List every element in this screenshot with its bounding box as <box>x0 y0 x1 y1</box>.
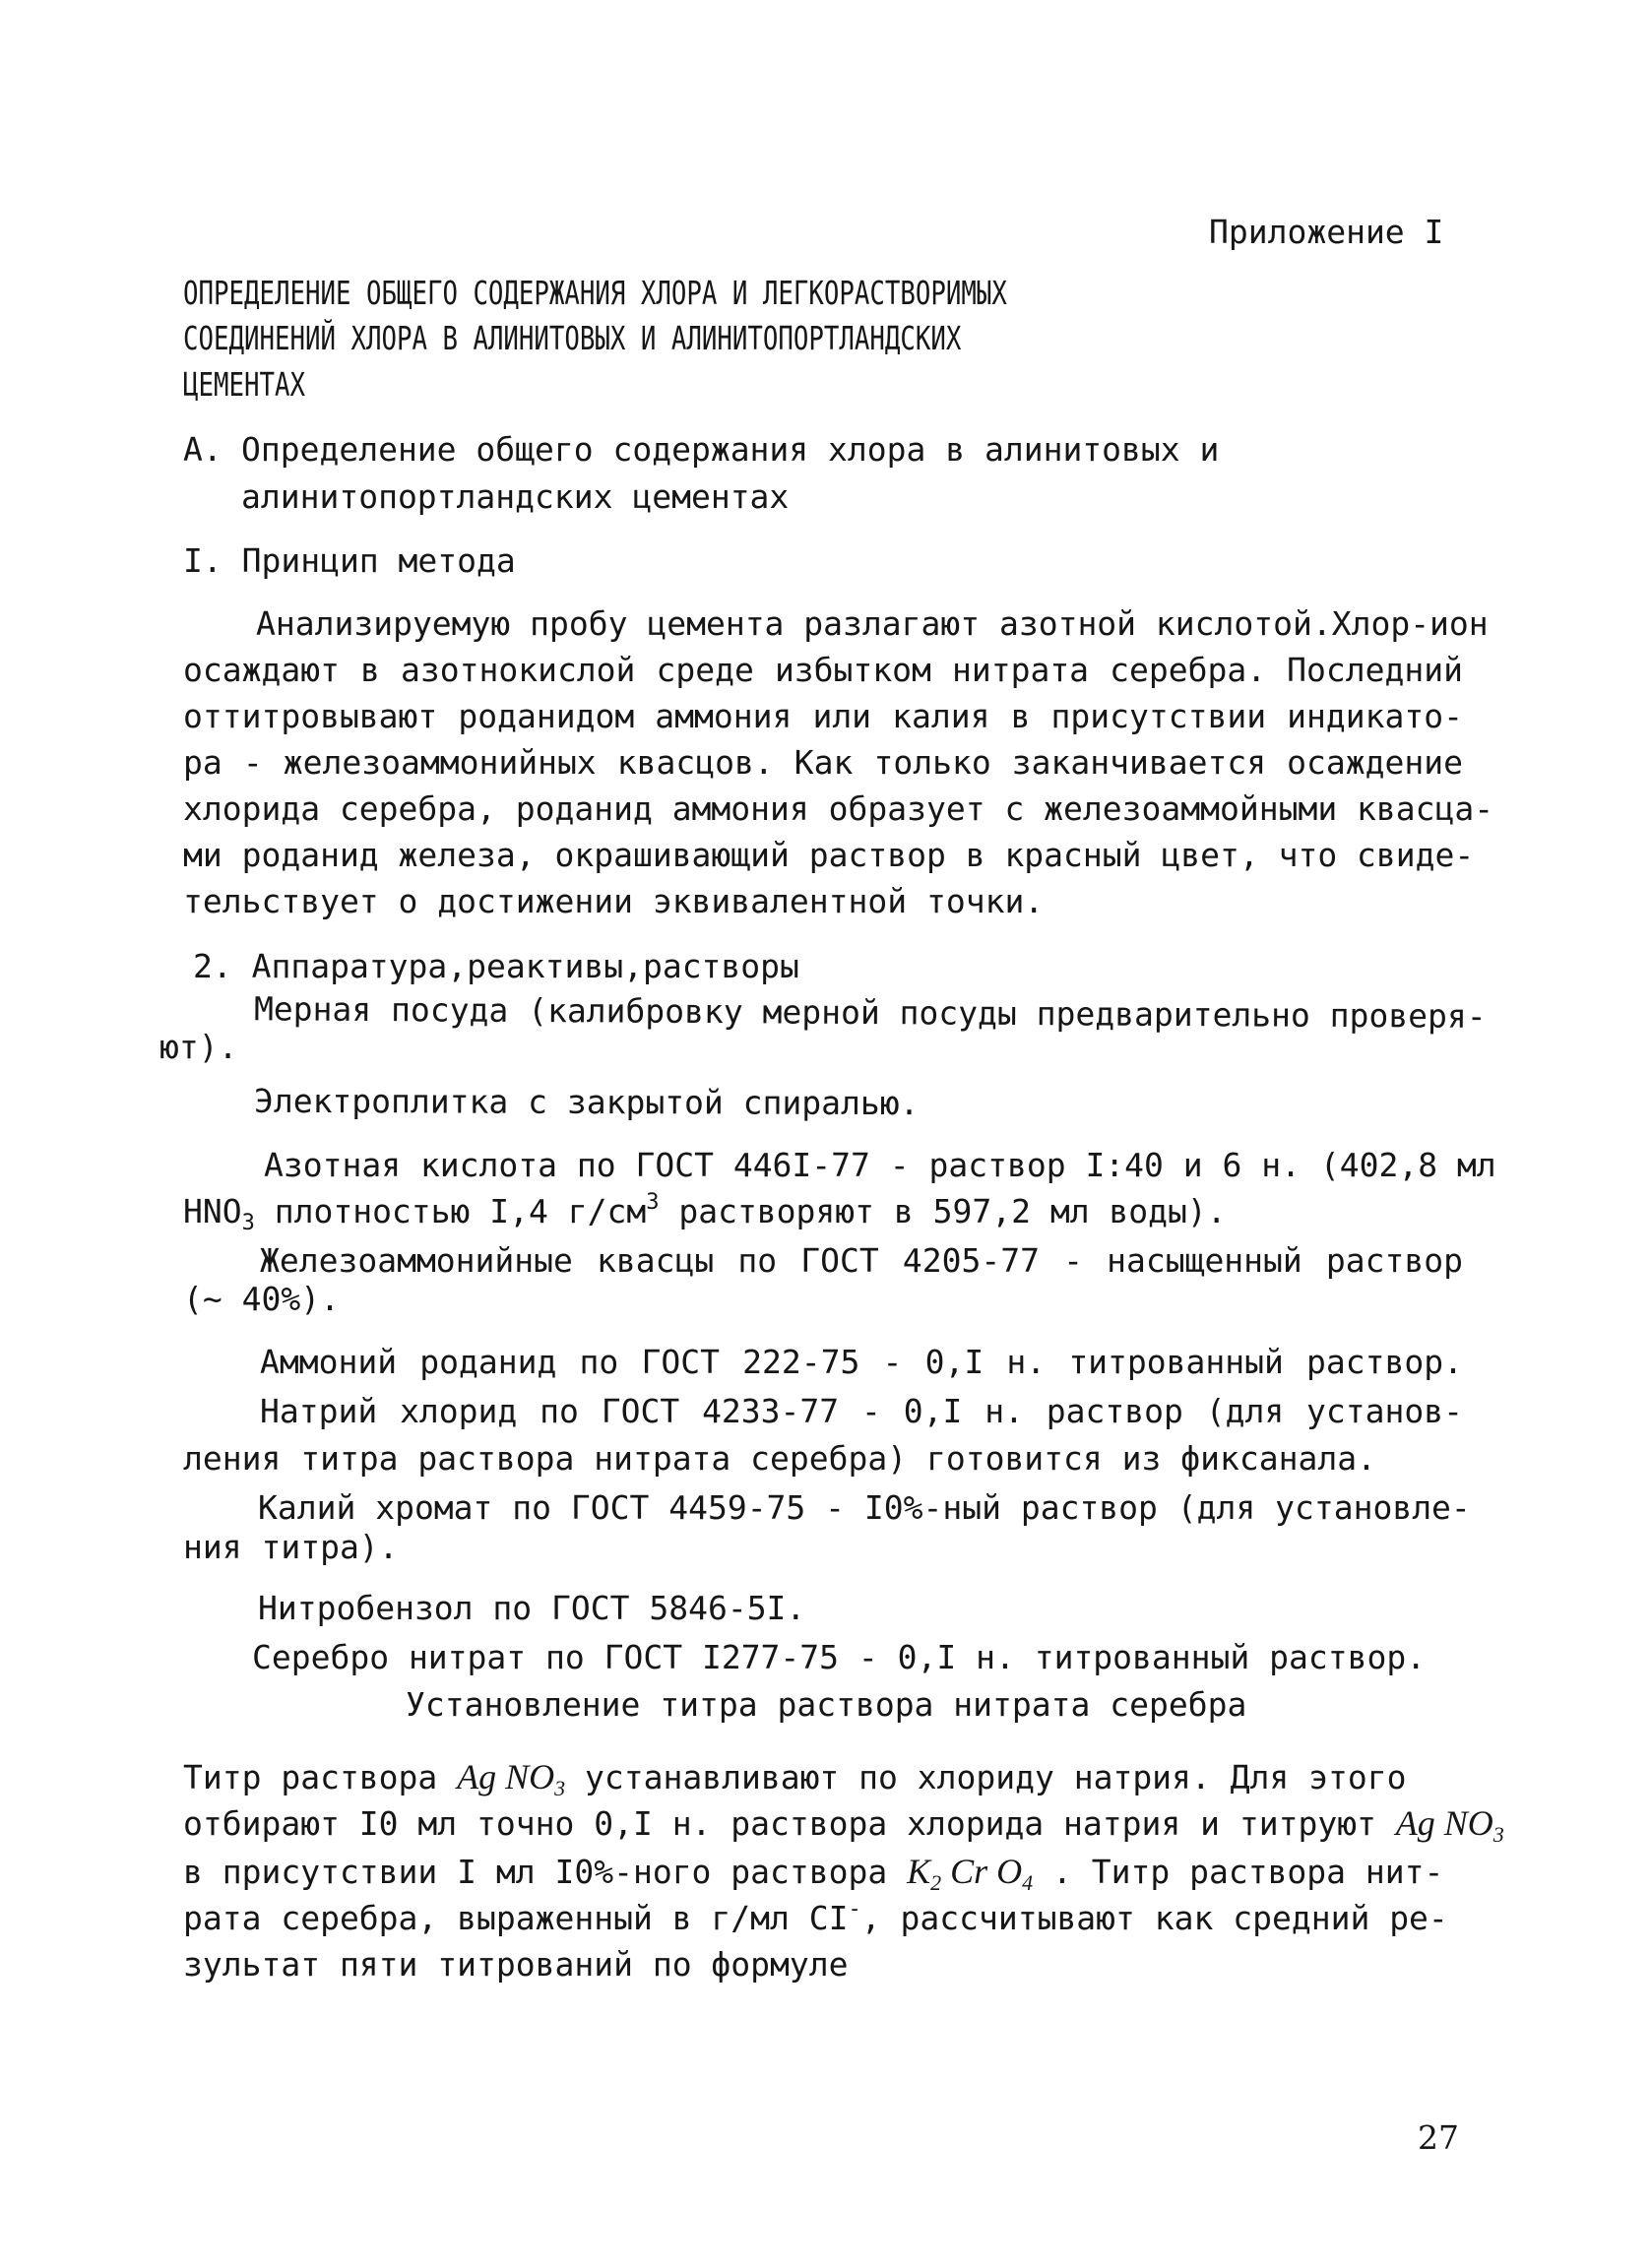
thiocyanate-line: Аммоний роданид по ГОСТ 222-75 - 0,I н. титрованный раствор. <box>260 1343 1463 1381</box>
principle-line-6: ми роданид железа, окрашивающий раствор в красный цвет, что свиде- <box>183 836 1475 874</box>
title-line-3: ЦЕМЕНТАХ <box>183 365 305 404</box>
section-2-heading: 2. Аппаратура,реактивы,растворы <box>193 947 799 985</box>
nitrobenzene-line: Нитробензол по ГОСТ 5846-5I. <box>258 1589 806 1627</box>
titer-line-4 <box>183 1895 1448 1941</box>
titer-heading: Установление титра раствора нитрата серебра <box>406 1685 1247 1724</box>
principle-line-2: осаждают в азотнокислой среде избытком нитрата серебра. Последний <box>183 651 1463 689</box>
titer-line-3 <box>183 1849 1443 1895</box>
titer-line-4-start: рата серебра, выраженный в г/мл CI <box>183 1899 849 1937</box>
alum-line-1: Железоаммонийные квасцы по ГОСТ 4205-77 - насыщенный раствор <box>260 1241 1463 1280</box>
title-line-1: ОПРЕДЕЛЕНИЕ ОБЩЕГО СОДЕРЖАНИЯ ХЛОРА И ЛЕГКОРАСТВОРИМЫХ <box>183 274 1007 312</box>
principle-line-7: тельствует о достижении эквивалентной точки. <box>183 882 1045 920</box>
titer-line-3-end: . Титр раствора нит- <box>1033 1853 1444 1891</box>
hotplate-line: Электроплитка с закрытой спиралью. <box>253 1081 920 1123</box>
nitric-formula: HNO <box>183 1192 242 1230</box>
titer-line-3-start: в присутствии I мл I0%-ного раствора <box>183 1853 908 1891</box>
principle-line-5: хлорида серебра, роданид аммония образует с железоаммойными квасца- <box>183 789 1494 828</box>
titer-line-2-text: отбирают I0 мл точно 0,I н. раствора хлорида натрия и титруют <box>183 1804 1396 1843</box>
titer-line-1-start: Титр раствора <box>183 1758 458 1796</box>
nitric-density-text: плотностью I,4 г/см <box>254 1192 647 1230</box>
section-1-heading: I. Принцип метода <box>183 541 516 580</box>
principle-line-3: оттитровывают роданидом аммония или калия в присутствии индикато- <box>183 697 1463 735</box>
section-a-label: А. <box>183 430 222 469</box>
titer-line-5: зультат пяти титрований по формуле <box>183 1945 849 1984</box>
principle-line-1: Анализируемую пробу цемента разлагают азотной кислотой.Хлор-ион <box>256 604 1489 643</box>
nitric-acid-line-2 <box>183 1188 1227 1234</box>
nitric-dissolve-text: растворяют в 597,2 мл воды). <box>659 1192 1227 1230</box>
nitric-formula-subscript: 3 <box>241 1211 255 1235</box>
potassium-chromate-formula: $K_2$ Cr $O_4$ <box>907 1852 1034 1895</box>
nitric-unit-superscript: 3 <box>646 1190 660 1215</box>
appendix-label: Приложение I <box>1209 213 1444 251</box>
sodium-chloride-line-1: Натрий хлорид по ГОСТ 4233-77 - 0,I н. раствор (для установ- <box>260 1392 1463 1430</box>
page-number: 27 <box>1418 2118 1459 2157</box>
silver-nitrate-line: Серебро нитрат по ГОСТ I277-75 - 0,I н. титрованный раствор. <box>252 1638 1427 1676</box>
silver-nitrate-formula-2: Ag $NO_3$ <box>1395 1803 1504 1847</box>
alum-line-2: (~ 40%). <box>183 1280 340 1318</box>
nitric-acid-line-1: Азотная кислота по ГОСТ 446I-77 - раствор I:40 и 6 н. (402,8 мл <box>264 1146 1496 1184</box>
sodium-chloride-line-2: ления титра раствора нитрата серебра) готовится из фиксанала. <box>183 1439 1376 1478</box>
principle-line-4: ра - железоаммонийных квасцов. Как только заканчивается осаждение <box>183 743 1463 782</box>
title-line-2: СОЕДИНЕНИЙ ХЛОРА В АЛИНИТОВЫХ И АЛИНИТОПОРТЛАНДСКИХ <box>183 319 962 357</box>
titer-line-1-end: устанавливают по хлориду натрия. Для этого <box>565 1758 1407 1796</box>
titer-line-1 <box>183 1754 1463 1800</box>
glassware-line-2: ют). <box>159 1028 238 1066</box>
silver-nitrate-formula: Ag $NO_3$ <box>457 1757 566 1800</box>
section-a-title-2: алинитопортландских цементах <box>241 477 790 516</box>
titer-line-4-end: , рассчитывают как средний ре- <box>860 1899 1448 1937</box>
chloride-ion-superscript: - <box>848 1897 861 1922</box>
chromate-line-2: ния титра). <box>183 1528 399 1566</box>
section-a-title-1: Определение общего содержания хлора в алинитовых и <box>241 430 1220 469</box>
glassware-line-1: Мерная посуда (калибровку мерной посуды предварительно проверя- <box>253 989 1487 1036</box>
titer-line-2 <box>183 1800 1504 1847</box>
chromate-line-1: Калий хромат по ГОСТ 4459-75 - I0%-ный раствор (для установле- <box>258 1488 1471 1527</box>
